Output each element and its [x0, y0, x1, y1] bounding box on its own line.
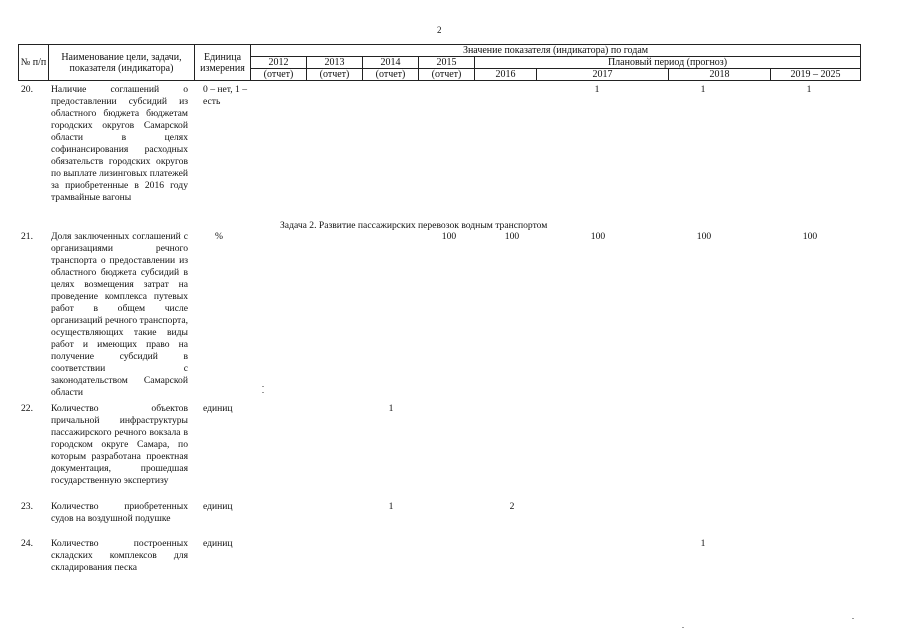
row-number: 23. — [21, 501, 33, 512]
row-number: 24. — [21, 538, 33, 549]
value-2018: 1 — [700, 538, 706, 549]
row-unit: единиц — [203, 501, 233, 512]
row-unit: 0 – нет, 1 – есть — [203, 84, 248, 107]
value-2017: 1 — [594, 84, 600, 95]
header-name: Наименование цели, задачи, показателя (индикатора) — [49, 45, 195, 81]
header-report-2013: (отчет) — [307, 69, 363, 81]
row-unit: единиц — [203, 538, 233, 549]
row-indicator-name: Количество объектов причальной инфраструктуры пассажирского речного вокзала в городском округе Самара, по которым разработана проектная документация, прошедшая государственную экспертизу — [51, 403, 188, 486]
header-report-2012: (отчет) — [251, 69, 307, 81]
scan-speck — [682, 627, 684, 628]
header-year-2016: 2016 — [475, 69, 537, 81]
scan-speck — [262, 386, 264, 387]
value-2016: 2 — [509, 501, 515, 512]
header-unit: Единица измерения — [195, 45, 251, 81]
header-year-2015: 2015 — [419, 57, 475, 69]
row-indicator-name: Доля заключенных соглашений с организациями речного транспорта о предоставлении из областного бюджета субсидий в целях возмещения затрат на проведение комплекса путевых работ в общем числе организаций речного транспорта, осуществляющих такие виды работ и имеющих право на получение субсидий в соответствии с законодательством Самарской области — [51, 231, 188, 398]
value-2014: 1 — [388, 403, 394, 414]
header-report-2015: (отчет) — [419, 69, 475, 81]
header-plan-title: Плановый период (прогноз) — [475, 57, 861, 69]
header-year-2017: 2017 — [537, 69, 669, 81]
row-number: 22. — [21, 403, 33, 414]
value-2016: 100 — [504, 231, 520, 242]
scan-speck — [852, 618, 854, 619]
page-number: 2 — [437, 25, 442, 35]
row-indicator-name: Количество построенных складских комплексов для складирования песка — [51, 538, 188, 573]
header-year-2019-2025: 2019 – 2025 — [771, 69, 861, 81]
header-year-2014: 2014 — [363, 57, 419, 69]
value-2019-2025: 100 — [802, 231, 818, 242]
row-unit: % — [215, 231, 223, 242]
row-number: 20. — [21, 84, 33, 95]
header-year-2018: 2018 — [669, 69, 771, 81]
header-year-2013: 2013 — [307, 57, 363, 69]
header-year-2012: 2012 — [251, 57, 307, 69]
table-header — [18, 44, 861, 81]
value-2018: 100 — [696, 231, 712, 242]
row-unit: единиц — [203, 403, 233, 414]
value-2014: 1 — [388, 501, 394, 512]
value-2018: 1 — [700, 84, 706, 95]
value-2017: 100 — [590, 231, 606, 242]
header-num: № п/п — [19, 45, 49, 81]
row-number: 21. — [21, 231, 33, 242]
scan-speck — [262, 392, 264, 393]
header-values-title: Значение показателя (индикатора) по годам — [251, 45, 861, 57]
row-indicator-name: Наличие соглашений о предоставлении субсидий из областного бюджета бюджетам городских округов Самарской области в целях софинансирования расходных обязательств городских округов по выплате лизинговых платежей за приобретенные в 2016 году трамвайные вагоны — [51, 84, 189, 203]
value-2019-2025: 1 — [806, 84, 812, 95]
header-report-2014: (отчет) — [363, 69, 419, 81]
value-2015: 100 — [441, 231, 457, 242]
task-2-title: Задача 2. Развитие пассажирских перевозок водным транспортом — [280, 220, 548, 231]
row-indicator-name: Количество приобретенных судов на воздушной подушке — [51, 501, 188, 524]
